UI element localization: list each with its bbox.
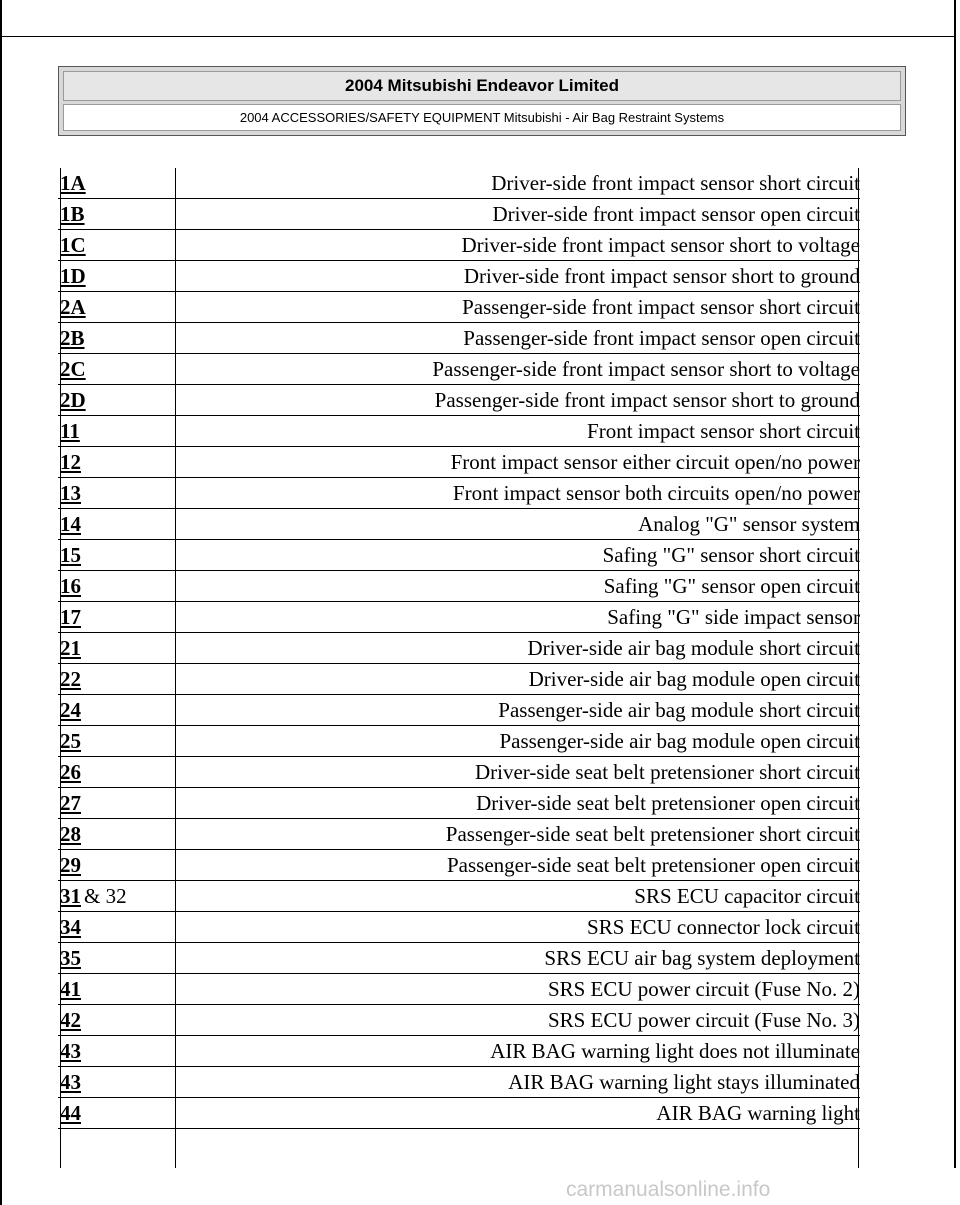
table-row [58, 1067, 860, 1098]
code-link[interactable]: 16 [60, 574, 81, 598]
table-row [58, 695, 860, 726]
table-row [58, 602, 860, 633]
code-description: AIR BAG warning light [656, 1101, 860, 1125]
table-row [58, 788, 860, 819]
table-row [58, 385, 860, 416]
code-link[interactable]: 14 [60, 512, 81, 536]
trouble-code-table [58, 168, 860, 1157]
code-link[interactable]: 43 [60, 1070, 81, 1094]
code-description: Passenger-side air bag module short circuit [498, 698, 860, 722]
table-row [58, 943, 860, 974]
code-link[interactable]: 21 [60, 636, 81, 660]
code-link[interactable]: 22 [60, 667, 81, 691]
code-link[interactable]: 27 [60, 791, 81, 815]
code-description: Analog "G" sensor system [638, 512, 860, 536]
code-description: Safing "G" sensor open circuit [603, 574, 860, 598]
code-description: SRS ECU air bag system deployment [544, 946, 860, 970]
code-description: Passenger-side front impact sensor short circuit [462, 295, 860, 319]
table-row [58, 540, 860, 571]
code-description: Safing "G" side impact sensor [607, 605, 860, 629]
code-link[interactable]: 26 [60, 760, 81, 784]
table-row [58, 292, 860, 323]
code-link[interactable]: 1A [60, 171, 86, 195]
code-link[interactable]: 25 [60, 729, 81, 753]
code-description: SRS ECU power circuit (Fuse No. 3) [547, 1008, 860, 1032]
code-link[interactable]: 29 [60, 853, 81, 877]
page-edge-top [0, 36, 956, 37]
code-link[interactable]: 11 [60, 419, 80, 443]
code-link[interactable]: 17 [60, 605, 81, 629]
table-row [58, 1098, 860, 1129]
empty-row [58, 1129, 860, 1157]
code-description: Passenger-side front impact sensor short to voltage [432, 357, 860, 381]
code-link[interactable]: 1B [60, 202, 85, 226]
code-link[interactable]: 44 [60, 1101, 81, 1125]
code-description: Driver-side air bag module open circuit [528, 667, 860, 691]
page-edge-right [954, 0, 956, 1168]
table-row [58, 726, 860, 757]
watermark: carmanualsonline.info [566, 1178, 771, 1201]
table-row [58, 757, 860, 788]
code-link[interactable]: 1C [60, 233, 86, 257]
table-row [58, 416, 860, 447]
code-description: Driver-side front impact sensor short circuit [491, 171, 860, 195]
code-link[interactable]: 2D [60, 388, 86, 412]
code-description: Driver-side air bag module short circuit [527, 636, 860, 660]
code-description: Front impact sensor both circuits open/no power [452, 481, 860, 505]
code-link[interactable]: 12 [60, 450, 81, 474]
table-row [58, 509, 860, 540]
code-link[interactable]: 35 [60, 946, 81, 970]
code-description: SRS ECU connector lock circuit [587, 915, 860, 939]
table-row [58, 323, 860, 354]
code-description: Driver-side seat belt pretensioner open circuit [476, 791, 860, 815]
code-link[interactable]: 2B [60, 326, 85, 350]
code-link[interactable]: 41 [60, 977, 81, 1001]
code-link[interactable]: 31 [60, 884, 81, 908]
code-link[interactable]: 2C [60, 357, 86, 381]
document-header [58, 66, 906, 136]
table-row [58, 974, 860, 1005]
table-row [58, 199, 860, 230]
code-link[interactable]: 42 [60, 1008, 81, 1032]
table-row [58, 633, 860, 664]
code-description: SRS ECU power circuit (Fuse No. 2) [547, 977, 860, 1001]
code-description: Front impact sensor short circuit [587, 419, 860, 443]
document-subtitle: 2004 ACCESSORIES/SAFETY EQUIPMENT Mitsubishi - Air Bag Restraint Systems [63, 104, 901, 131]
code-link[interactable]: 34 [60, 915, 81, 939]
table-row [58, 571, 860, 602]
code-description: AIR BAG warning light stays illuminated [508, 1070, 860, 1094]
code-description: SRS ECU capacitor circuit [634, 884, 860, 908]
table-row [58, 912, 860, 943]
code-link[interactable]: 13 [60, 481, 81, 505]
table-row [58, 261, 860, 292]
code-description: Front impact sensor either circuit open/no power [450, 450, 860, 474]
table-row [58, 168, 860, 199]
table-row [58, 1005, 860, 1036]
code-link[interactable]: 43 [60, 1039, 81, 1063]
code-description: Passenger-side front impact sensor short to ground [434, 388, 860, 412]
table-row [58, 354, 860, 385]
page-edge-left [0, 0, 2, 1205]
document-title: 2004 Mitsubishi Endeavor Limited [63, 71, 901, 101]
code-description: Passenger-side seat belt pretensioner open circuit [446, 853, 860, 877]
code-description: Passenger-side seat belt pretensioner short circuit [445, 822, 860, 846]
table-row [58, 664, 860, 695]
code-link[interactable]: 28 [60, 822, 81, 846]
code-link[interactable]: 15 [60, 543, 81, 567]
code-description: Passenger-side front impact sensor open circuit [463, 326, 860, 350]
table-row [58, 1036, 860, 1067]
table-row [58, 478, 860, 509]
code-link[interactable]: 1D [60, 264, 86, 288]
code-link[interactable]: 2A [60, 295, 86, 319]
code-description: Safing "G" sensor short circuit [602, 543, 860, 567]
table-row [58, 230, 860, 261]
code-extra: & 32 [84, 884, 127, 908]
table-row [58, 881, 860, 912]
code-description: Passenger-side air bag module open circuit [499, 729, 860, 753]
code-description: Driver-side seat belt pretensioner short circuit [474, 760, 860, 784]
table-row [58, 447, 860, 478]
code-description: Driver-side front impact sensor short to ground [463, 264, 860, 288]
code-description: Driver-side front impact sensor open circuit [492, 202, 860, 226]
code-description: Driver-side front impact sensor short to voltage [461, 233, 860, 257]
code-link[interactable]: 24 [60, 698, 81, 722]
code-description: AIR BAG warning light does not illuminate [490, 1039, 860, 1063]
table-row [58, 819, 860, 850]
table-row [58, 850, 860, 881]
